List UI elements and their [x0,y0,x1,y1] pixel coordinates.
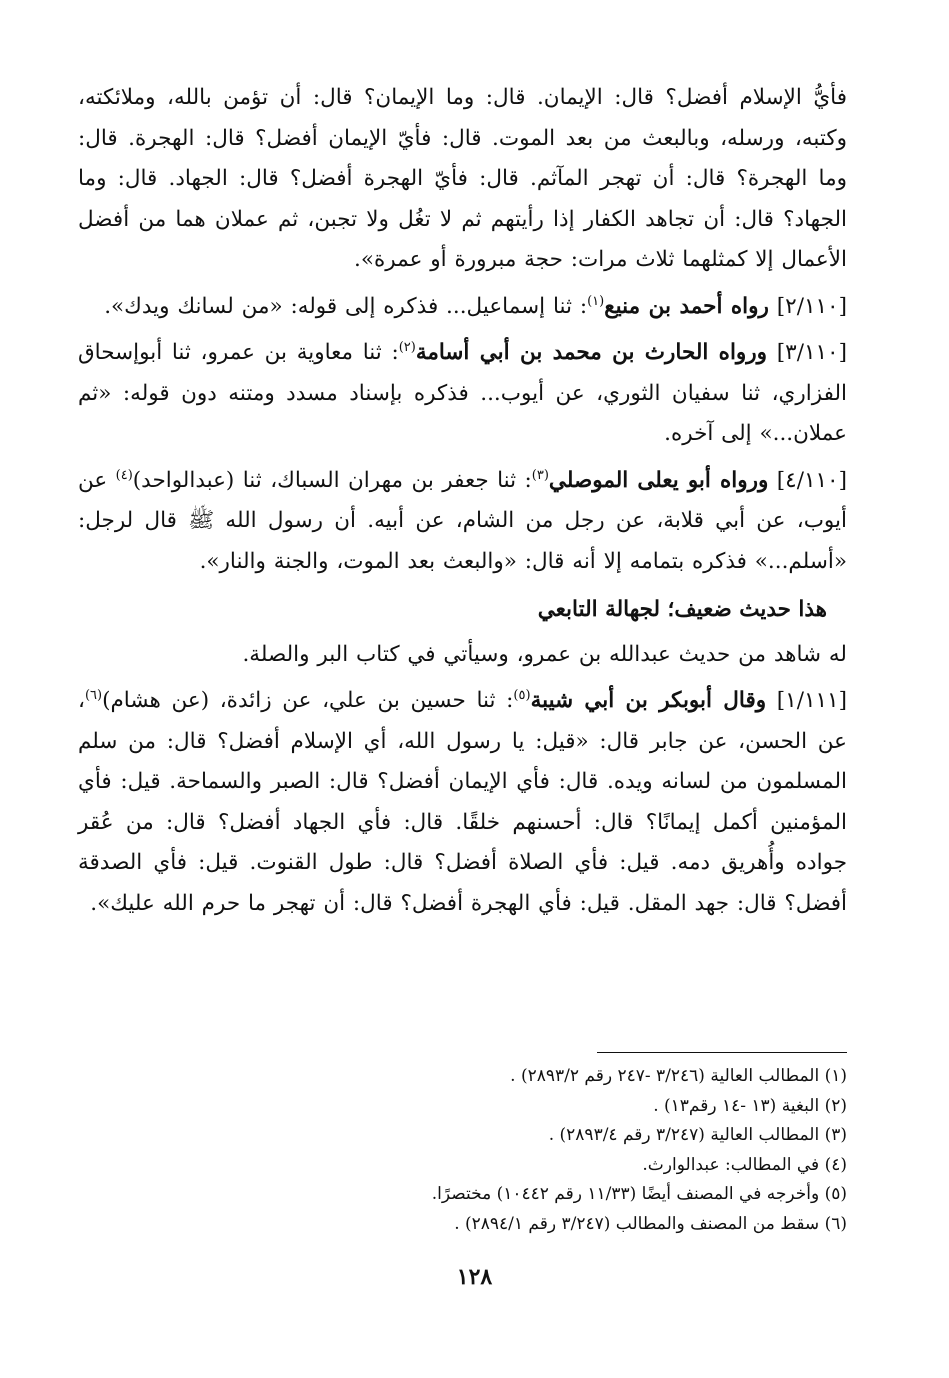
footnote-ref: (٤) [115,467,133,483]
hadith-entry-110-3 [78,333,847,455]
entry-text: عن أيوب، عن أبي قلابة، عن رجل من الشام، عن أبيه. أن رسول الله ﷺ قال لرجل: «أسلم...» فذكره بتمامه إلا أنه قال: «والبعث بعد الموت، والجنة والنار». [78,467,847,574]
footnote-2: (٢) البغية (١٣ -١٤ رقم١٣) . [653,1095,847,1116]
footnote-3: (٣) المطالب العالية (٣/٢٤٧ رقم ٢٨٩٣/٤) . [548,1125,847,1145]
hadith-entry-110-2 [78,287,847,328]
footnote-ref: (١) [587,293,605,309]
entry-text: : ثنا جعفر بن مهران السباك، ثنا (عبدالواحد) [132,467,532,493]
main-text [78,78,847,924]
entry-text: : ثنا معاوية بن عمرو، ثنا أبوإسحاق الفزاري، ثنا سفيان الثوري، عن أيوب... فذكره بإسناد مسدد ومتنه دون قوله: «ثم عملان...» إلى آخره. [78,340,847,446]
opening-paragraph [78,78,847,281]
footnote-5: (٥) وأخرجه في المصنف أيضًا (١١/٣٣ رقم ١٠٤٤٢) مختصرًا. [431,1184,847,1204]
hadith-entry-110-4 [78,461,847,583]
entry-number: [١/١١١] [776,688,847,713]
page-number: ١٢٨ [456,1264,493,1290]
narrator-lead: ورواه الحارث بن محمد بن أبي أسامة [415,340,768,365]
witness-paragraph: له شاهد من حديث عبدالله بن عمرو، وسيأتي في كتاب البر والصلة. [242,641,847,667]
footnote-ref: (٣) [531,467,549,483]
entry-text: : ثنا حسين بن علي، عن زائدة، (عن هشام) [102,688,514,713]
entry-number: [٢/١١٠] [776,293,847,319]
narrator-lead: ورواه أبو يعلى الموصلي [548,467,769,493]
narrator-lead: وقال أبوبكر بن أبي شيبة [530,688,767,713]
hadith-entry-111-1 [78,681,847,924]
footnotes [78,1062,847,1239]
opening-text: فأيُّ الإسلام أفضل؟ قال: الإيمان. قال: وما الإيمان؟ قال: أن تؤمن بالله، وملائكته، وكتبه، ورسله، وبالبعث من بعد الموت. قال: فأيّ الإيمان أفضل؟ قال: الهجرة. قال: وما الهجرة؟ قال: أن تهجر المآثم. قال: فأيّ الهجرة أفضل؟ قال: الجهاد. قال: وما الجهاد؟ قال: أن تجاهد الكفار إذا رأيتهم ثم لا تغُل ولا تجبن، ثم عملان هما من أفضل الأعمال إلا كمثلهما ثلاث مرات: حجة مبرورة أو عمرة». [78,85,847,272]
footnote-4: (٤) في المطالب: عبدالوارث. [642,1154,847,1175]
footnote-6: (٦) سقط من المصنف والمطالب (٣/٢٤٧ رقم ٢٨٩٤/١) . [454,1213,847,1234]
footnote-ref: (٥) [513,687,531,703]
entry-text: ، عن الحسن، عن جابر قال: «قيل: يا رسول الله، أي الإسلام أفضل؟ قال: من سلم المسلمون من لسانه ويده. قال: فأي الإيمان أفضل؟ قال: الصبر والسماحة. قيل: فأي المؤمنين أكمل إيمانًا؟ قال: أحسنهم خلقًا. قال: فأي الجهاد أفضل؟ قال: من عُقر جواده وأُهريق دمه. قيل: فأي الصلاة أفضل؟ قال: طول القنوت. قيل: فأي الصدقة أفضل؟ قال: جهد المقل. قيل: فأي الهجرة أفضل؟ قال: أن تهجر ما حرم الله عليك». [78,688,847,916]
grading-heading: هذا حديث ضعيف؛ لجهالة التابعي [537,597,827,622]
footnote-divider [597,1052,847,1053]
narrator-lead: رواه أحمد بن منيع [604,293,769,319]
entry-text: : ثنا إسماعيل... فذكره إلى قوله: «من لسانك ويدك». [104,293,588,319]
footnote-ref: (٢) [398,339,416,355]
footnote-1: (١) المطالب العالية (٣/٢٤٦ -٢٤٧ رقم ٢٨٩٣/٢) . [510,1066,847,1086]
entry-number: [٤/١١٠] [776,467,847,493]
entry-number: [٣/١١٠] [776,340,847,365]
footnote-ref: (٦) [84,687,103,703]
